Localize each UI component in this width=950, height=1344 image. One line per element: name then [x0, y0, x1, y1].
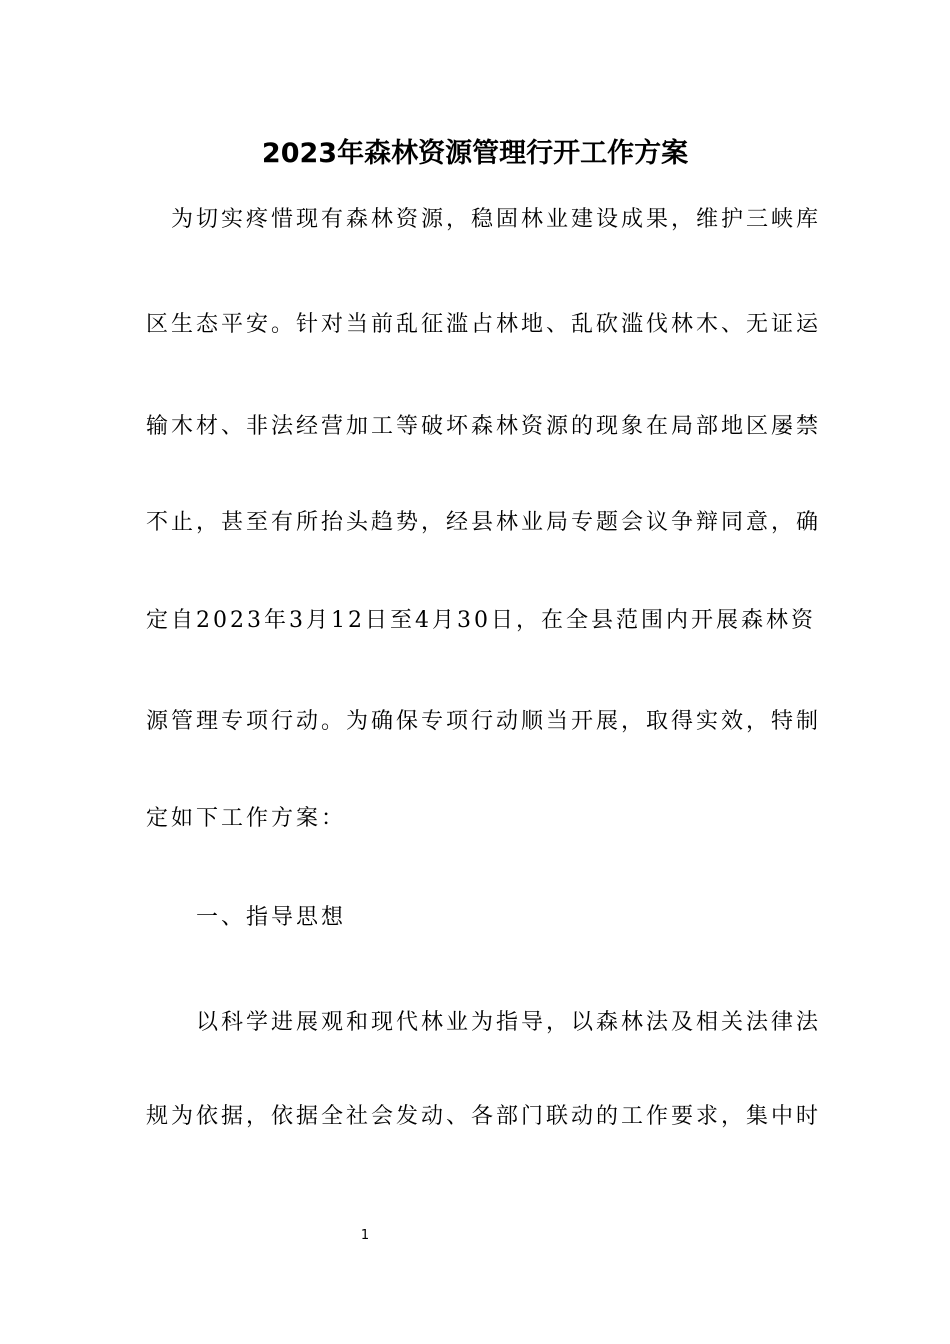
body-line: 为切实疼惜现有森林资源，稳固林业建设成果，维护三峡库	[146, 207, 822, 232]
body-line: 以科学进展观和现代林业为指导，以森林法及相关法律法	[146, 1010, 822, 1035]
page-title: 2023年森林资源管理行开工作方案	[261, 138, 689, 169]
body-line: 区生态平安。针对当前乱征滥占林地、乱砍滥伐林木、无证运	[146, 312, 822, 337]
body-line: 定自2023年3月12日至4月30日，在全县范围内开展森林资	[146, 608, 816, 633]
body-line: 输木材、非法经营加工等破坏森林资源的现象在局部地区屡禁	[146, 414, 822, 439]
body-line: 不止，甚至有所抬头趋势，经县林业局专题会议争辩同意，确	[146, 510, 822, 535]
section-heading: 一、指导思想	[146, 905, 347, 930]
page-number: 1	[360, 1228, 370, 1243]
body-line: 源管理专项行动。为确保专项行动顺当开展，取得实效，特制	[146, 709, 822, 734]
body-line: 定如下工作方案：	[146, 806, 347, 831]
body-line: 规为依据，依据全社会发动、各部门联动的工作要求，集中时	[146, 1104, 822, 1129]
